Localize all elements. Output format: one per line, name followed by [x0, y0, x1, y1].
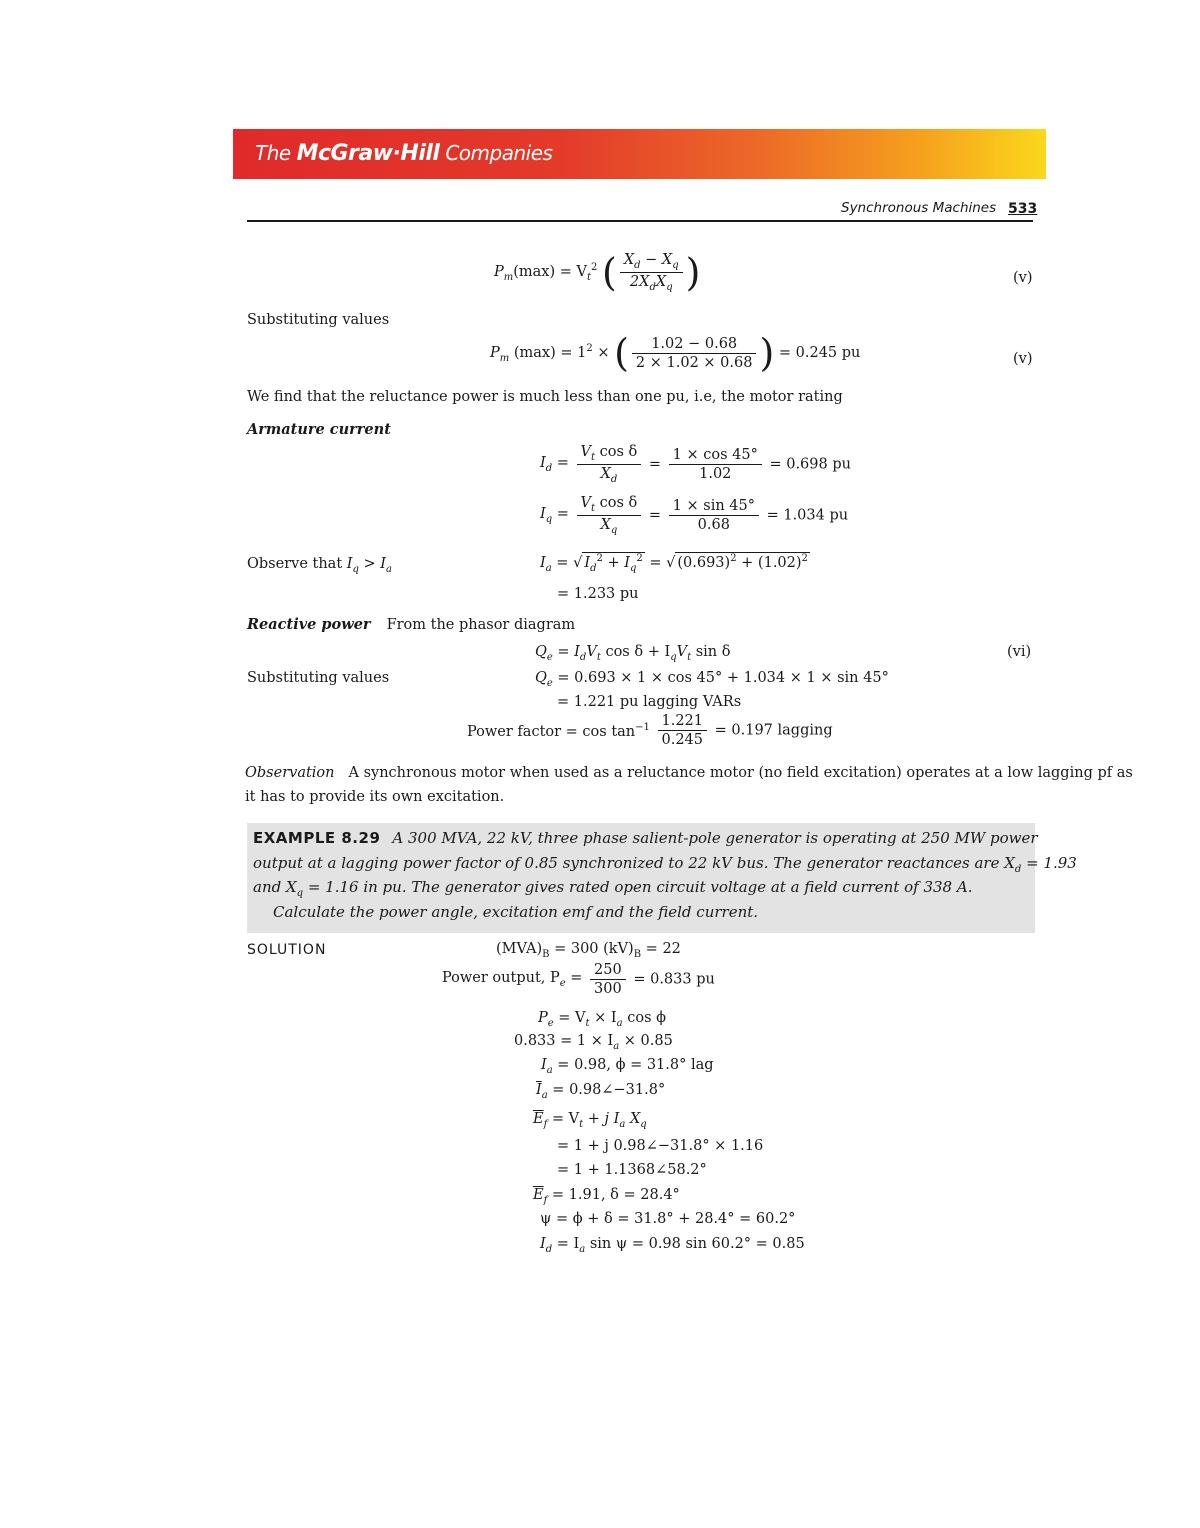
- eq-subscript: d: [649, 282, 656, 293]
- eq-symbol: Q: [535, 644, 547, 660]
- eq-text: Power factor = cos tan: [467, 723, 636, 740]
- eq-subscript: e: [546, 678, 553, 689]
- eq-superscript: 2: [730, 553, 737, 564]
- frac-num: X: [623, 252, 635, 268]
- eq-symbol: $\overline{E}$: [533, 1187, 544, 1203]
- solution-line-0833: [514, 1033, 673, 1052]
- eq-symbol: X: [625, 1111, 641, 1127]
- eq-text: Power output, P: [442, 970, 560, 986]
- eq-subscript: t: [591, 452, 596, 463]
- eq-subscript: d: [610, 474, 618, 485]
- eq-subscript: f: [543, 1195, 548, 1206]
- logo-brand: McGraw·Hill: [296, 141, 440, 166]
- eq-text: cos ϕ: [622, 1010, 667, 1026]
- eq-subscript: e: [559, 978, 566, 989]
- eq-text: + I: [602, 555, 630, 571]
- eq-subscript: a: [545, 563, 552, 574]
- eq-text: =: [551, 555, 574, 571]
- right-paren: ): [685, 250, 701, 295]
- eq-superscript: 2: [636, 553, 643, 564]
- eq-subscript: m: [503, 272, 514, 283]
- eq-superscript: 2: [591, 262, 598, 273]
- text-observe: [247, 556, 392, 575]
- eq-subscript: B: [542, 949, 550, 960]
- frac-den: X: [655, 274, 667, 290]
- running-title: Synchronous Machines: [841, 200, 997, 216]
- sqrt-body: [675, 552, 810, 571]
- eq-superscript: −1: [635, 721, 650, 733]
- eq-subscript: d: [634, 260, 641, 271]
- eq-subscript: t: [596, 652, 601, 663]
- left-paren: (: [614, 331, 629, 375]
- eq-text: 0.833 = 1 × I: [514, 1033, 614, 1049]
- eq-subscript: m: [499, 352, 510, 364]
- eq-text: = 0.693 × 1 × cos 45° + 1.034 × 1 × sin 45°: [552, 670, 889, 686]
- observe-text: Observe that: [247, 556, 347, 572]
- eq-symbol: I: [540, 555, 546, 571]
- text-reluctance-power: We find that the reluctance power is much less than one pu, i.e, the motor rating: [247, 389, 843, 405]
- eq-text: + j I: [583, 1111, 620, 1127]
- frac-den: X: [600, 517, 611, 533]
- eq-subscript: d: [545, 1244, 553, 1255]
- eq-symbol: I: [540, 1236, 546, 1252]
- eq-symbol: I: [540, 506, 546, 522]
- example-box: [247, 823, 1077, 933]
- frac-num: 1.02 − 0.68: [632, 336, 757, 354]
- example-label: EXAMPLE 8.29: [253, 829, 381, 847]
- example-text: and X: [253, 878, 297, 896]
- text-substituting-values: Substituting values: [247, 670, 390, 686]
- eq-superscript: 2: [801, 553, 808, 564]
- equation-number: (v): [1013, 351, 1033, 367]
- eq-text: sin δ: [691, 644, 731, 660]
- heading-reactive-power: Reactive power: [247, 616, 371, 633]
- sqrt-sign: √: [573, 555, 583, 571]
- eq-symbol: Q: [535, 670, 547, 686]
- example-text: = 1.16 in pu. The generator gives rated open circuit voltage at a field current of 338 A.: [303, 878, 973, 896]
- text-phasor: From the phasor diagram: [386, 617, 576, 633]
- header-rule: [247, 220, 1033, 222]
- equation-pmax-numeric: [490, 331, 861, 375]
- eq-result: = 1.034 pu: [766, 507, 849, 524]
- solution-line-ia: [541, 1057, 714, 1076]
- eq-text: × I: [589, 1010, 617, 1026]
- equation-power-factor: [467, 713, 833, 748]
- heading-armature-current: Armature current: [247, 421, 391, 438]
- equation-iq: $I_q$ = $\frac{V_t \cos \delta}{X_q}$ = $\frac{1 \times \sin 45^\circ}{0.68}$ = 1.034 pu: [540, 495, 849, 536]
- observation-line-1: [245, 765, 1133, 781]
- right-paren: ): [759, 331, 775, 375]
- eq-text: (max) = V: [513, 264, 587, 280]
- example-line-4: Calculate the power angle, excitation emf and the field current.: [273, 903, 759, 921]
- eq-superscript: 2: [596, 553, 603, 564]
- eq-subscript: t: [591, 503, 596, 514]
- solution-line-ef-2: = 1 + j 0.98∠−31.8° × 1.16: [557, 1138, 764, 1154]
- eq-subscript: d: [590, 563, 597, 574]
- eq-subscript: t: [586, 272, 592, 283]
- eq-subscript: a: [386, 564, 392, 575]
- eq-subscript: q: [610, 525, 618, 536]
- eq-subscript: q: [670, 652, 677, 663]
- example-text: output at a lagging power factor of 0.85 synchronized to 22 kV bus. The generator reactances are X: [253, 854, 1015, 872]
- example-line-1: [253, 829, 1038, 847]
- eq-symbol: V: [586, 644, 597, 660]
- fraction: [620, 252, 683, 293]
- solution-power-output: Power output, $P_e$ = $\frac{250}{300}$ = 0.833 pu: [442, 962, 715, 997]
- eq-subscript: q: [666, 282, 673, 293]
- fraction: [632, 336, 757, 371]
- eq-text: = V: [547, 1111, 580, 1127]
- frac-den: 1.02: [699, 466, 732, 482]
- eq-subscript: d: [545, 463, 553, 474]
- frac-den: 0.245: [661, 732, 704, 748]
- example-text: A 300 MVA, 22 kV, three phase salient-pole generator is operating at 250 MW power: [392, 829, 1038, 847]
- left-paren: (: [602, 250, 617, 295]
- eq-symbol: $\overline{I}$: [536, 1082, 542, 1098]
- fraction: [669, 498, 759, 533]
- equation-pmax-general: [494, 252, 701, 293]
- solution-line-ia-phasor: [536, 1082, 665, 1101]
- publisher-logo: [255, 141, 552, 166]
- equation-number: (v): [1013, 270, 1033, 286]
- eq-subscript: a: [546, 1065, 553, 1076]
- eq-text: × 0.85: [619, 1033, 673, 1049]
- observation-text: A synchronous motor when used as a reluctance motor (no field excitation) operates at a low lagging pf as: [348, 765, 1133, 781]
- eq-symbol: I: [584, 555, 591, 571]
- page-number: 533: [1008, 201, 1038, 217]
- eq-text: >: [358, 556, 381, 572]
- eq-subscript: q: [629, 563, 637, 574]
- eq-subscript: t: [585, 1018, 590, 1029]
- eq-result: = 0.197 lagging: [714, 722, 833, 739]
- eq-symbol: I: [380, 556, 387, 572]
- eq-subscript: a: [619, 1119, 626, 1130]
- publisher-banner: [233, 129, 1046, 179]
- frac-num: V: [580, 444, 591, 460]
- frac-den: 2 × 1.02 × 0.68: [635, 354, 753, 371]
- equation-qe-result: = 1.221 pu lagging VARs: [557, 694, 742, 710]
- eq-subscript: d: [579, 652, 587, 663]
- eq-symbol: V: [676, 644, 688, 660]
- frac-den: X: [600, 466, 611, 482]
- equation-number: (vi): [1007, 644, 1032, 660]
- eq-text: = 0.98, ϕ = 31.8° lag: [552, 1057, 714, 1073]
- sqrt-body: [582, 552, 644, 574]
- frac-num: 1.221: [658, 713, 708, 731]
- solution-line-pe: [538, 1010, 666, 1029]
- equation-qe-numeric: [535, 670, 889, 689]
- eq-subscript: q: [545, 514, 553, 525]
- eq-symbol: I: [541, 1057, 547, 1073]
- eq-subscript: a: [579, 1244, 586, 1255]
- eq-text: (MVA): [496, 941, 543, 957]
- logo-prefix: The: [255, 141, 297, 165]
- eq-text: = 300 (kV): [549, 941, 634, 957]
- eq-subscript: t: [579, 1119, 584, 1130]
- solution-base-values: [496, 941, 681, 960]
- eq-text: = I: [552, 1236, 580, 1252]
- frac-num: V: [580, 495, 591, 511]
- fraction: [577, 444, 642, 485]
- eq-text: (max) = 1: [509, 344, 587, 361]
- eq-subscript: f: [543, 1119, 548, 1130]
- equation-qe: [535, 644, 730, 663]
- equation-ia: $I_a$ = √ $I_d^2 + I_q^2$ = √ $(0.693)^2 + (1.02)^2$: [540, 553, 808, 574]
- example-line-2: [253, 854, 1077, 875]
- eq-result: = 0.833 pu: [633, 971, 715, 988]
- solution-line-id: [540, 1236, 805, 1255]
- solution-line-ef: [533, 1111, 647, 1130]
- eq-subscript: q: [672, 260, 679, 271]
- eq-subscript: q: [352, 564, 359, 575]
- eq-text: = I: [552, 644, 580, 660]
- eq-text: = 22: [641, 941, 681, 957]
- eq-text: ×: [592, 344, 610, 361]
- equation-ia-result: = 1.233 pu: [557, 586, 639, 602]
- eq-text: = 0.98∠−31.8°: [547, 1082, 666, 1098]
- eq-symbol: I: [346, 556, 353, 572]
- observation-label: Observation: [245, 765, 335, 781]
- eq-result: = 0.698 pu: [769, 456, 851, 473]
- eq-superscript: 2: [586, 342, 593, 354]
- equation-id: $I_d$ = $\frac{V_t \cos \delta}{X_d}$ = $\frac{1 \times \cos 45^\circ}{1.02}$ = 0.698 pu: [540, 444, 851, 485]
- frac-num: 1 × cos 45°: [669, 447, 762, 465]
- fraction: [590, 962, 626, 997]
- fraction: [658, 713, 708, 748]
- example-text: = 1.93: [1021, 854, 1077, 872]
- eq-symbol: P: [494, 264, 504, 280]
- frac-num: − X: [640, 252, 673, 268]
- eq-text: sin ψ = 0.98 sin 60.2° = 0.85: [585, 1236, 805, 1252]
- eq-symbol: I: [540, 455, 546, 471]
- eq-symbol: $\overline{E}$: [533, 1111, 544, 1127]
- observation-line-2: it has to provide its own excitation.: [245, 789, 505, 805]
- frac-num: 1 × sin 45°: [669, 498, 759, 516]
- eq-text: (0.693): [677, 555, 731, 571]
- fraction: [577, 495, 642, 536]
- frac-den: 0.68: [697, 517, 730, 533]
- eq-symbol: P: [538, 1010, 548, 1026]
- frac-den: 300: [594, 981, 622, 997]
- eq-subscript: a: [616, 1018, 623, 1029]
- eq-subscript: e: [546, 652, 553, 663]
- solution-line-ef-result: [533, 1187, 680, 1206]
- eq-subscript: a: [613, 1041, 620, 1052]
- eq-symbol: P: [490, 344, 500, 361]
- eq-subscript: d: [1014, 864, 1022, 875]
- logo-suffix: Companies: [439, 141, 553, 165]
- eq-text: cos δ + I: [600, 644, 671, 660]
- eq-subscript: e: [547, 1018, 554, 1029]
- sqrt-sign: √: [666, 555, 676, 571]
- eq-subscript: B: [633, 949, 642, 960]
- fraction: [669, 447, 762, 482]
- frac-den: 2X: [629, 274, 650, 290]
- frac-num: 250: [590, 962, 626, 980]
- example-line-3: [253, 878, 972, 899]
- eq-subscript: q: [296, 888, 304, 899]
- eq-subscript: t: [687, 652, 692, 663]
- eq-text: = 1.91, δ = 28.4°: [547, 1187, 680, 1203]
- eq-subscript: q: [640, 1119, 647, 1130]
- solution-line-ef-3: = 1 + 1.1368∠58.2°: [557, 1162, 707, 1178]
- solution-line-psi: ψ = ϕ + δ = 31.8° + 28.4° = 60.2°: [540, 1211, 796, 1227]
- text-substituting-values: Substituting values: [247, 312, 390, 328]
- eq-result: = 0.245 pu: [778, 345, 861, 361]
- eq-text: + (1.02): [736, 555, 802, 571]
- frac-num: cos δ: [595, 495, 638, 511]
- solution-label: SOLUTION: [247, 942, 327, 958]
- eq-subscript: a: [541, 1090, 548, 1101]
- eq-text: = V: [553, 1010, 586, 1026]
- reactive-power-line: [247, 616, 575, 633]
- frac-num: cos δ: [595, 444, 638, 460]
